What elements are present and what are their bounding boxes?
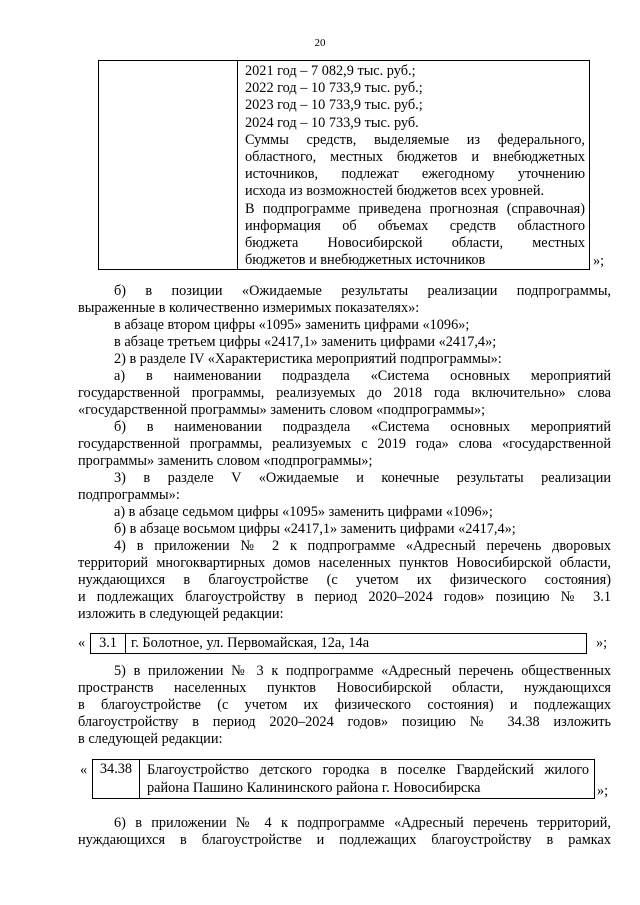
close-quote: »;: [597, 783, 609, 799]
text-line: 4) в приложении № 2 к подпрограмме «Адресный перечень дворовых: [114, 538, 611, 554]
text-line: а) в абзаце седьмом цифры «1095» заменить цифрами «1096»;: [114, 504, 493, 520]
text-line: нуждающихся в благоустройстве (с учетом их физического состояния): [78, 572, 611, 588]
text-line: 5) в приложении № 3 к подпрограмме «Адресный перечень общественных: [114, 663, 611, 679]
funding-line: 2023 год – 10 733,9 тыс. руб.;: [245, 97, 423, 114]
text-line: государственной программы, реализуемых до 2018 года включительно» слова: [78, 385, 611, 401]
funding-info-line: В подпрограмме приведена прогнозная (справочная): [245, 200, 585, 217]
text-line: в следующей редакции:: [78, 731, 223, 747]
funding-line: 2021 год – 7 082,9 тыс. руб.;: [245, 63, 416, 79]
text-line: б) в абзаце восьмом цифры «2417,1» заменить цифрами «2417,4»;: [114, 521, 516, 537]
row-address: г. Болотное, ул. Первомайская, 12а, 14а: [131, 635, 370, 651]
table-right-cell: [245, 63, 585, 269]
text-line: а) в наименовании подраздела «Система основных мероприятий: [114, 368, 611, 384]
text-line: б) в наименовании подраздела «Система основных мероприятий: [114, 419, 611, 435]
text-line: в благоустройстве (с учетом их физического состояния) и подлежащих: [78, 697, 611, 713]
text-line: 3) в разделе V «Ожидаемые и конечные результаты реализации: [114, 470, 611, 486]
text-line: благоустройству в период 2020–2024 годов» позицию № 34.38 изложить: [78, 714, 611, 730]
funding-note-line: областного, местных бюджетов и внебюджетных: [245, 149, 585, 166]
funding-info-line: бюджета Новосибирской области, местных: [245, 235, 585, 252]
text-line: нуждающихся в благоустройстве и подлежащих благоустройству в рамках: [78, 832, 611, 848]
text-line: выраженные в количественно измеримых показателях»:: [78, 300, 420, 316]
text-line: б) в позиции «Ожидаемые результаты реализации подпрограммы,: [114, 283, 611, 299]
table-end-quote: »;: [593, 253, 605, 269]
row-number: 3.1: [91, 634, 126, 653]
row-description: [147, 761, 589, 797]
text-line: «государственной программы» заменить словом «подпрограммы»;: [78, 402, 486, 418]
funding-line: 2022 год – 10 733,9 тыс. руб.;: [245, 80, 423, 97]
funding-note-line: исхода из возможностей бюджетов всех уровней.: [245, 183, 545, 200]
funding-info-line: информация об объемах средств областного: [245, 217, 585, 234]
text-line: территорий многоквартирных домов населенных пунктов Новосибирской области,: [78, 555, 611, 571]
funding-info-line: бюджетов и внебюджетных источников: [245, 252, 486, 269]
funding-line: 2024 год – 10 733,9 тыс. руб.: [245, 114, 419, 131]
funding-note-line: источников, подлежат ежегодному уточнению: [245, 166, 585, 183]
address-row-34-38: [92, 759, 595, 799]
text-line: в абзаце третьем цифры «2417,1» заменить цифрами «2417,4»;: [114, 334, 497, 350]
text-line: изложить в следующей редакции:: [78, 606, 284, 622]
page-number: 20: [314, 37, 326, 49]
row-number: 34.38: [93, 760, 140, 798]
funding-note-line: Суммы средств, выделяемые из федерального,: [245, 131, 585, 148]
close-quote: »;: [596, 635, 608, 651]
text-line: в абзаце втором цифры «1095» заменить цифрами «1096»;: [114, 317, 470, 333]
funding-table: [98, 60, 590, 270]
text-line: программы» заменить словом «подпрограммы»;: [78, 453, 373, 469]
text-line: подпрограммы»:: [78, 487, 180, 503]
text-line: 6) в приложении № 4 к подпрограмме «Адресный перечень территорий,: [114, 815, 611, 831]
open-quote: «: [78, 635, 86, 651]
text-line: 2) в разделе IV «Характеристика мероприятий подпрограммы»:: [114, 351, 502, 367]
row-description-line: района Пашино Калининского района г. Новосибирска: [147, 780, 481, 796]
table-left-cell: [99, 61, 238, 269]
address-row-3-1: [90, 633, 587, 654]
text-line: государственной программы, реализуемых с 2019 года» слова «государственной: [78, 436, 611, 452]
text-line: и подлежащих благоустройству в период 2020–2024 годов» позицию № 3.1: [78, 589, 611, 605]
text-line: пространств населенных пунктов Новосибирской области, нуждающихся: [78, 680, 611, 696]
row-description-line: Благоустройство детского городка в поселке Гвардейский жилого: [147, 762, 589, 778]
open-quote: «: [80, 762, 88, 778]
